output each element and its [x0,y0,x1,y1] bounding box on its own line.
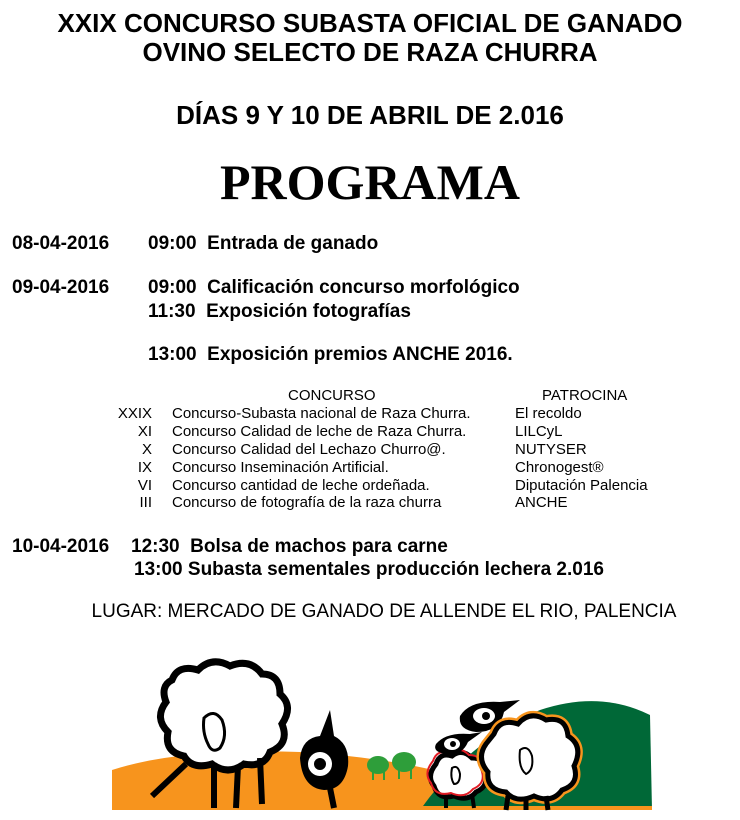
schedule-event [148,343,513,367]
event-time: 11:30 [148,301,196,322]
contest-number: X [141,441,152,458]
contest-number: IX [137,459,152,476]
schedule-date: 08-04-2016 [12,233,110,254]
event-location: LUGAR: MERCADO DE GANADO DE ALLENDE EL RIO, PALENCIA [91,601,677,622]
schedule-date: 09-04-2016 [12,277,110,298]
title-line-1: XXIX CONCURSO SUBASTA OFICIAL DE GANADO [57,8,683,38]
concurso-header: CONCURSO [288,387,376,404]
schedule-event [134,558,604,582]
contest-sponsor: NUTYSER [515,441,587,458]
schedule-event [148,232,378,256]
event-time: 09:00 [148,277,197,298]
patrocina-header: PATROCINA [542,387,628,404]
ground-line [112,806,652,810]
event-text: Entrada de ganado [207,233,379,254]
contest-number: III [139,494,152,511]
contest-name: Concurso de fotografía de la raza churra [172,494,442,511]
event-time: 13:00 [134,559,183,580]
contest-name: Concurso Calidad del Lechazo Churro@. [172,441,446,458]
contest-number: VI [137,477,152,494]
contest-name: Concurso cantidad de leche ordeñada. [172,477,430,494]
contest-sponsor: LILCyL [515,423,563,440]
schedule-date: 10-04-2016 [12,536,110,557]
contest-name: Concurso Inseminación Artificial. [172,459,389,476]
event-text: Subasta sementales producción lechera 2.016 [187,559,604,580]
contest-number: XI [137,423,152,440]
contest-number: XXIX [117,405,152,422]
contest-sponsor: Chronogest® [515,459,604,476]
event-time: 13:00 [148,344,197,365]
schedule-event [131,535,448,559]
event-text: Calificación concurso morfológico [207,277,520,298]
event-time: 12:30 [131,536,180,557]
event-dates: DÍAS 9 Y 10 DE ABRIL DE 2.016 [176,100,564,130]
contest-name: Concurso-Subasta nacional de Raza Churra. [172,405,471,422]
sheep-illustration [0,640,740,820]
contest-name: Concurso Calidad de leche de Raza Churra. [172,423,467,440]
event-time: 09:00 [148,233,197,254]
schedule-event [148,276,520,300]
contest-sponsor: Diputación Palencia [515,477,648,494]
contest-sponsor: ANCHE [515,494,568,511]
event-text: Exposición fotografías [206,301,411,322]
schedule-event [148,300,411,324]
programa-heading: PROGRAMA [220,154,520,210]
contest-sponsor: El recoldo [515,405,582,422]
title-line-2: OVINO SELECTO DE RAZA CHURRA [142,37,598,67]
event-text: Exposición premios ANCHE 2016. [207,344,513,365]
event-text: Bolsa de machos para carne [190,536,448,557]
